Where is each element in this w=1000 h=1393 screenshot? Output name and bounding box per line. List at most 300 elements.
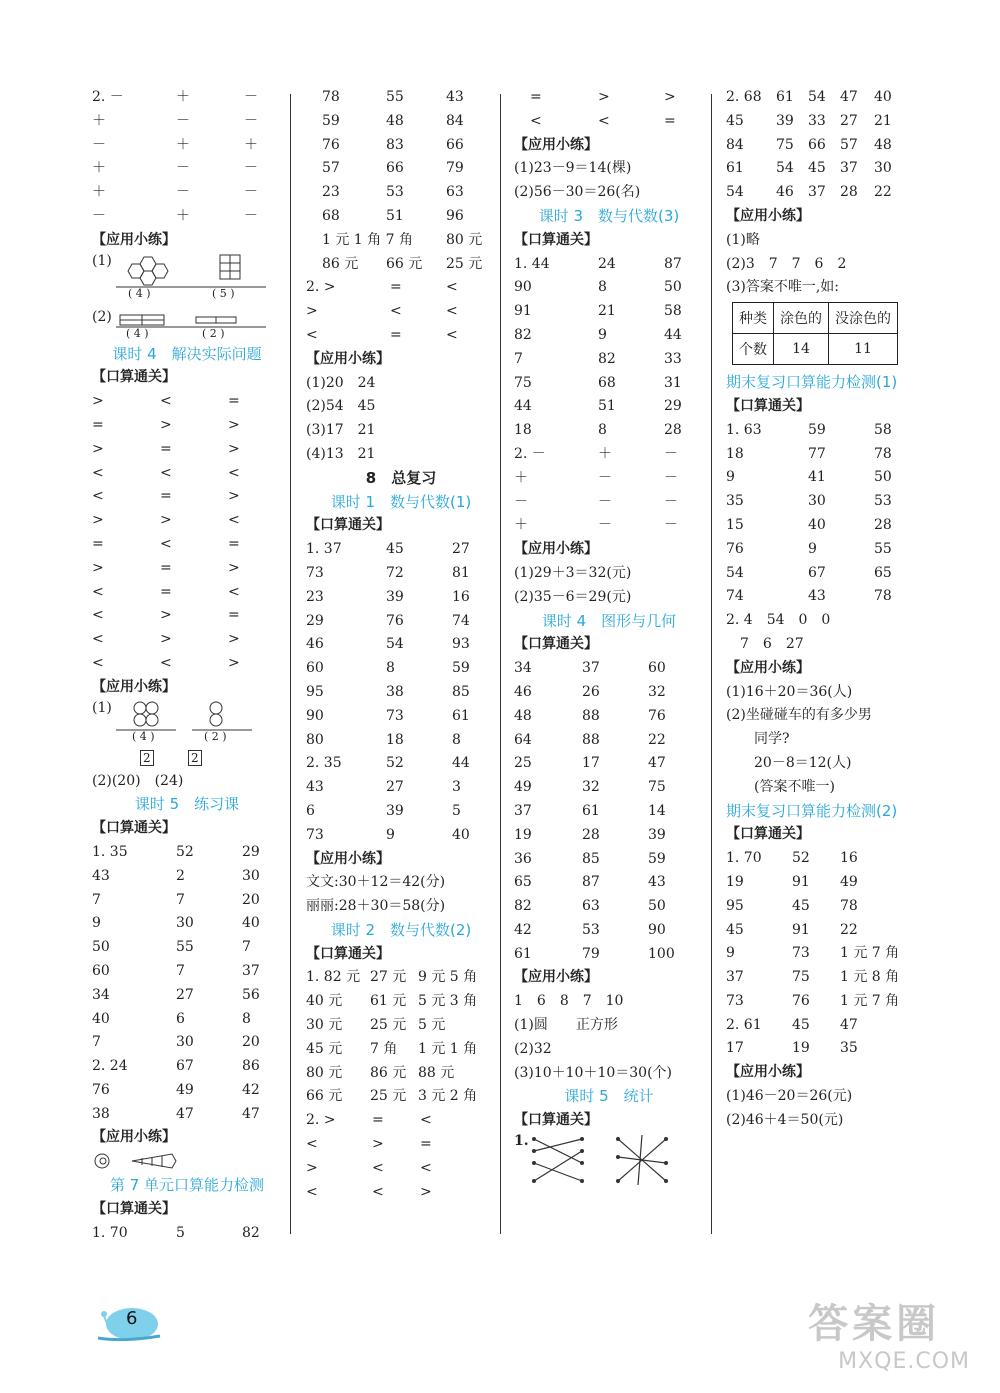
answer-row: [306, 134, 496, 158]
answer-cell: =: [228, 393, 240, 410]
answer-cell: 40: [452, 826, 470, 843]
answer-row: [514, 491, 704, 515]
answer-cell: 74: [726, 588, 744, 605]
answer-cell: －: [92, 207, 106, 224]
answer-row: [514, 372, 704, 396]
answer-cell: 7: [92, 891, 101, 908]
answer-cell: 24: [598, 255, 616, 272]
answer-row: [514, 324, 704, 348]
text-line: (1)29＋3＝32(元): [514, 564, 632, 581]
answer-cell: 28: [874, 516, 892, 533]
answer-label: ( 4 ): [128, 286, 151, 300]
answer-cell: 2. 61: [726, 1016, 762, 1033]
answer-row: [92, 652, 282, 676]
section-header: 【口算通关】: [514, 1112, 598, 1129]
answer-cell: 6: [306, 802, 315, 819]
answer-column-2: [306, 86, 496, 1204]
answer-cell: 51: [598, 398, 616, 415]
shell-answer-figure: [92, 1150, 282, 1174]
answer-row: [306, 181, 496, 205]
section-header: 【口算通关】: [306, 945, 390, 962]
answer-cell: <: [530, 112, 542, 129]
answer-cell: =: [390, 326, 402, 343]
answer-cell: 42: [514, 921, 532, 938]
answer-cell: 19: [514, 826, 532, 843]
answer-cell: 83: [386, 136, 404, 153]
answer-cell: 19: [792, 1040, 810, 1057]
answer-cell: 66 元: [306, 1088, 343, 1105]
answer-cell: 90: [306, 707, 324, 724]
answer-row: [726, 990, 926, 1014]
answer-cell: >: [92, 440, 104, 457]
answer-cell: 43: [306, 779, 324, 796]
answer-cell: 43: [92, 867, 110, 884]
answer-cell: 28: [840, 184, 858, 201]
answer-row: [306, 1085, 496, 1109]
answer-cell: >: [160, 631, 172, 648]
answer-cell: 37: [808, 184, 826, 201]
answer-cell: 27: [386, 779, 404, 796]
answer-cell: 30: [176, 1034, 194, 1051]
answer-cell: 42: [242, 1081, 260, 1098]
answer-row: [92, 865, 282, 889]
answer-cell: 46: [306, 636, 324, 653]
answer-cell: 40: [808, 516, 826, 533]
answer-row: [92, 414, 282, 438]
answer-cell: 39: [386, 588, 404, 605]
answer-cell: －: [244, 89, 258, 105]
answer-cell: 80 元: [306, 1064, 343, 1081]
answer-cell: 82: [598, 350, 616, 367]
lesson-title: 课时 2 数与代数(2): [330, 920, 472, 939]
answer-cell: 8: [598, 279, 607, 296]
answer-cell: 2. 24: [92, 1058, 128, 1075]
answer-cell: 53: [386, 184, 404, 201]
answer-cell: 60: [92, 962, 110, 979]
column-divider: [500, 94, 501, 1234]
answer-cell: >: [160, 416, 172, 433]
answer-cell: <: [92, 488, 104, 505]
answer-cell: ＋: [598, 445, 612, 462]
answer-row: [306, 705, 496, 729]
answer-cell: =: [390, 279, 402, 296]
answer-cell: 78: [322, 89, 340, 105]
watermark-logo: 答案圈: [808, 1301, 941, 1347]
answer-cell: 9: [726, 945, 735, 962]
answer-cell: <: [160, 654, 172, 671]
answer-cell: <: [372, 1183, 384, 1200]
text-line: 1 6 8 7 10: [514, 993, 624, 1010]
answer-cell: 64: [514, 731, 532, 748]
answer-cell: 37: [582, 660, 600, 677]
answer-cell: 22: [648, 731, 666, 748]
answer-cell: 1. 44: [514, 255, 550, 272]
rectangle-answer-figure: [92, 309, 282, 343]
answer-cell: －: [244, 184, 258, 201]
answer-cell: 47: [840, 89, 858, 105]
answer-cell: 58: [874, 421, 892, 438]
answer-cell: 48: [874, 136, 892, 153]
answer-cell: 88: [582, 731, 600, 748]
answer-cell: 50: [92, 939, 110, 956]
answer-cell: 68: [598, 374, 616, 391]
answer-cell: <: [160, 464, 172, 481]
answer-cell: <: [420, 1112, 432, 1129]
answer-cell: 80 元: [446, 231, 483, 248]
answer-row: [306, 276, 496, 300]
answer-row: [92, 889, 282, 913]
answer-cell: 84: [446, 112, 464, 129]
hexagon-answer-figure: [92, 253, 282, 309]
answer-cell: 78: [874, 445, 892, 462]
answer-row: [92, 462, 282, 486]
answer-row: [306, 824, 496, 848]
answer-cell: 6: [176, 1010, 185, 1027]
answer-cell: <: [92, 583, 104, 600]
answer-row: [726, 966, 926, 990]
answer-cell: 82: [514, 326, 532, 343]
answer-row: [306, 657, 496, 681]
answer-cell: >: [92, 559, 104, 576]
answer-row: [92, 1079, 282, 1103]
answer-cell: 14: [648, 802, 666, 819]
answer-cell: 17: [582, 755, 600, 772]
answer-row: [92, 1008, 282, 1032]
answer-row: [726, 562, 926, 586]
circle-answer-figure: [92, 700, 282, 770]
text-line: 2. 4 54 0 0: [726, 612, 831, 629]
boxed-answer: 2: [188, 750, 202, 766]
answer-cell: 47: [648, 755, 666, 772]
answer-column-1: [92, 86, 282, 1246]
answer-cell: －: [598, 493, 612, 510]
lesson-title: 课时 1 数与代数(1): [330, 492, 472, 511]
answer-cell: <: [306, 326, 318, 343]
answer-cell: 58: [664, 303, 682, 320]
text-line: (2)56－30＝26(名): [514, 184, 641, 201]
section-header: 【应用小练】: [306, 850, 390, 867]
answer-cell: 25: [514, 755, 532, 772]
answer-cell: 7: [176, 891, 185, 908]
answer-row: [514, 776, 704, 800]
answer-cell: 44: [664, 326, 682, 343]
answer-cell: 28: [582, 826, 600, 843]
answer-cell: 54: [726, 184, 744, 201]
answer-cell: 1 元 8 角: [840, 969, 900, 986]
answer-cell: 48: [386, 112, 404, 129]
answer-cell: 1. 70: [726, 850, 762, 867]
answer-cell: 5: [176, 1224, 185, 1241]
answer-cell: 43: [446, 89, 464, 105]
answer-cell: 30: [808, 493, 826, 510]
answer-cell: 57: [322, 160, 340, 177]
answer-cell: 96: [446, 207, 464, 224]
answer-cell: 5: [452, 802, 461, 819]
answer-cell: 9: [808, 540, 817, 557]
answer-row: [306, 990, 496, 1014]
answer-cell: 15: [726, 516, 744, 533]
answer-cell: 82: [242, 1224, 260, 1241]
answer-cell: 73: [386, 707, 404, 724]
shell-icon: [92, 1150, 212, 1172]
answer-cell: 1. 63: [726, 421, 762, 438]
answer-cell: =: [160, 488, 172, 505]
answer-cell: 61: [726, 160, 744, 177]
answer-cell: =: [92, 416, 104, 433]
answer-row: [726, 514, 926, 538]
answer-label: ( 2 ): [202, 326, 225, 340]
answer-cell: =: [228, 535, 240, 552]
answer-cell: 2. 68: [726, 89, 762, 105]
answer-cell: －: [664, 469, 678, 486]
answer-cell: 87: [664, 255, 682, 272]
answer-cell: 57: [840, 136, 858, 153]
text-line: (2)(20) (24): [92, 772, 184, 789]
answer-row: [92, 485, 282, 509]
answer-cell: ＋: [176, 207, 190, 224]
answer-cell: 45: [792, 897, 810, 914]
answer-cell: >: [372, 1136, 384, 1153]
lesson-title: 第 7 单元口算能力检测: [109, 1176, 265, 1195]
text-line: (3)17 21: [306, 422, 376, 439]
answer-cell: 28: [664, 422, 682, 439]
answer-row: [306, 229, 496, 253]
answer-row: [306, 157, 496, 181]
answer-cell: 37: [840, 160, 858, 177]
section-header: 【应用小练】: [92, 678, 176, 695]
answer-cell: <: [306, 1183, 318, 1200]
answer-row: [92, 509, 282, 533]
answer-cell: 95: [306, 683, 324, 700]
answer-cell: 54: [776, 160, 794, 177]
answer-cell: <: [372, 1159, 384, 1176]
watermark: [808, 1292, 970, 1374]
answer-cell: <: [92, 607, 104, 624]
answer-cell: 86 元: [370, 1064, 407, 1081]
answer-row: [92, 181, 282, 205]
answer-row: [92, 628, 282, 652]
section-header: 【口算通关】: [514, 231, 598, 248]
answer-row: [726, 419, 926, 443]
text-line: (1)23－9＝14(棵): [514, 160, 632, 177]
answer-cell: 30 元: [306, 1017, 343, 1034]
answer-label: ( 5 ): [212, 286, 235, 300]
answer-cell: 91: [792, 921, 810, 938]
answer-cell: 25 元: [370, 1088, 407, 1105]
answer-cell: 65: [514, 874, 532, 891]
answer-cell: 7: [92, 1034, 101, 1051]
answer-cell: 37: [514, 802, 532, 819]
answer-cell: >: [228, 488, 240, 505]
answer-cell: 91: [514, 303, 532, 320]
answer-row: [726, 86, 926, 110]
answer-cell: 56: [242, 986, 260, 1003]
answer-cell: 76: [92, 1081, 110, 1098]
answer-row: [92, 134, 282, 158]
text-line: (1)20 24: [306, 374, 376, 391]
answer-cell: 55: [176, 939, 194, 956]
answer-cell: =: [160, 559, 172, 576]
answer-row: [306, 752, 496, 776]
answer-cell: <: [390, 303, 402, 320]
answer-cell: 27: [840, 112, 858, 129]
text-line: (2)54 45: [306, 398, 376, 415]
answer-cell: 75: [792, 969, 810, 986]
answer-cell: =: [228, 607, 240, 624]
answer-cell: 29: [664, 398, 682, 415]
answer-row: [92, 533, 282, 557]
answer-row: [306, 1157, 496, 1181]
text-line: (1)46－20＝26(元): [726, 1088, 853, 1105]
text-line: (2)3 7 7 6 2: [726, 255, 847, 272]
answer-cell: 39: [776, 112, 794, 129]
answer-cell: 44: [514, 398, 532, 415]
answer-row: [92, 841, 282, 865]
answer-cell: =: [664, 112, 676, 129]
answer-cell: 25 元: [446, 255, 483, 272]
text-line: (2)35－6＝29(元): [514, 588, 632, 605]
answer-cell: 36: [514, 850, 532, 867]
answer-cell: 9: [386, 826, 395, 843]
answer-cell: 73: [726, 992, 744, 1009]
answer-row: [514, 467, 704, 491]
section-header: 【应用小练】: [514, 969, 598, 986]
answer-row: [514, 514, 704, 538]
answer-cell: 75: [648, 779, 666, 796]
table-cell: 14: [774, 334, 829, 365]
answer-row: [306, 800, 496, 824]
answer-label: ( 2 ): [204, 729, 227, 743]
answer-cell: 88 元: [418, 1064, 455, 1081]
item-label: (2): [92, 308, 112, 325]
answer-row: [726, 157, 926, 181]
answer-row: [306, 205, 496, 229]
answer-cell: 7: [176, 962, 185, 979]
answer-row: [306, 1062, 496, 1086]
answer-cell: 25 元: [370, 1017, 407, 1034]
page-number: 6: [126, 1308, 138, 1329]
answer-row: [306, 300, 496, 324]
table-cell: 11: [829, 334, 898, 365]
answer-cell: 75: [776, 136, 794, 153]
answer-cell: 74: [452, 612, 470, 629]
answer-row: [726, 538, 926, 562]
lesson-title: 课时 5 统计: [564, 1087, 654, 1106]
answer-cell: 2. >: [306, 1112, 336, 1129]
answer-cell: 29: [306, 612, 324, 629]
answer-cell: 9: [726, 469, 735, 486]
answer-cell: 54: [726, 564, 744, 581]
answer-row: [306, 1109, 496, 1133]
answer-cell: 27 元: [370, 969, 407, 986]
answer-cell: 29: [242, 843, 260, 860]
text-line: (1)16＋20＝36(人): [726, 683, 853, 700]
answer-cell: 1 元 7 角: [840, 992, 900, 1009]
answer-cell: 85: [452, 683, 470, 700]
answer-cell: ＋: [92, 184, 106, 201]
section-header: 【应用小练】: [92, 1129, 176, 1146]
answer-cell: 7 角: [370, 1040, 398, 1057]
answer-cell: 73: [306, 826, 324, 843]
answer-cell: 52: [386, 755, 404, 772]
answer-cell: 50: [874, 469, 892, 486]
answer-cell: =: [420, 1136, 432, 1153]
answer-row: [306, 1133, 496, 1157]
answer-cell: 45: [386, 541, 404, 558]
answer-cell: 7: [242, 939, 251, 956]
answer-row: [514, 253, 704, 277]
matching-lines-figure: [514, 1133, 704, 1193]
answer-cell: 100: [648, 945, 675, 962]
answer-row: [306, 1014, 496, 1038]
lesson-title: 期末复习口算能力检测(2): [726, 801, 898, 820]
answer-cell: >: [160, 512, 172, 529]
answer-cell: 33: [808, 112, 826, 129]
table-header: 没涂色的: [829, 303, 898, 334]
answer-cell: 76: [792, 992, 810, 1009]
answer-cell: 1. 70: [92, 1224, 128, 1241]
answer-cell: 18: [514, 422, 532, 439]
answer-cell: 60: [306, 660, 324, 677]
answer-cell: >: [228, 416, 240, 433]
answer-cell: 27: [452, 541, 470, 558]
answer-row: [92, 1031, 282, 1055]
answer-cell: 23: [322, 184, 340, 201]
answer-cell: <: [92, 631, 104, 648]
answer-row: [306, 776, 496, 800]
section-header: 【口算通关】: [92, 369, 176, 386]
answer-row: [306, 324, 496, 348]
answer-cell: 33: [664, 350, 682, 367]
answer-row: [514, 110, 704, 134]
answer-cell: 26: [582, 683, 600, 700]
matching-lines-diagram: [528, 1133, 698, 1193]
answer-cell: －: [664, 445, 678, 462]
answer-cell: 16: [840, 850, 858, 867]
section-header: 【口算通关】: [92, 1201, 176, 1218]
text-line: (3)10＋10＋10＝30(个): [514, 1064, 673, 1081]
answer-cell: 22: [874, 184, 892, 201]
answer-cell: 2. >: [306, 279, 336, 296]
text-line: (2)坐碰碰车的有多少男: [726, 707, 872, 724]
answer-row: [514, 729, 704, 753]
answer-cell: 55: [386, 89, 404, 105]
answer-cell: <: [446, 303, 458, 320]
section-header: 【应用小练】: [726, 659, 810, 676]
answer-cell: 41: [808, 469, 826, 486]
answer-cell: 32: [648, 683, 666, 700]
answer-cell: 66: [808, 136, 826, 153]
answer-row: [726, 443, 926, 467]
section-header: 【应用小练】: [306, 350, 390, 367]
answer-cell: <: [228, 512, 240, 529]
answer-cell: ＋: [176, 89, 190, 105]
answer-cell: 79: [446, 160, 464, 177]
answer-cell: >: [306, 303, 318, 320]
answer-cell: 9: [598, 326, 607, 343]
answer-cell: 46: [514, 683, 532, 700]
answer-row: [92, 557, 282, 581]
lesson-title: 课时 4 解决实际问题: [112, 344, 262, 363]
section-header: 【应用小练】: [726, 1064, 810, 1081]
answer-cell: 50: [664, 279, 682, 296]
answer-cell: 8: [598, 422, 607, 439]
answer-cell: 66: [446, 136, 464, 153]
table-header: 涂色的: [774, 303, 829, 334]
answer-row: [514, 895, 704, 919]
answer-cell: 19: [726, 873, 744, 890]
answer-cell: 8: [452, 731, 461, 748]
